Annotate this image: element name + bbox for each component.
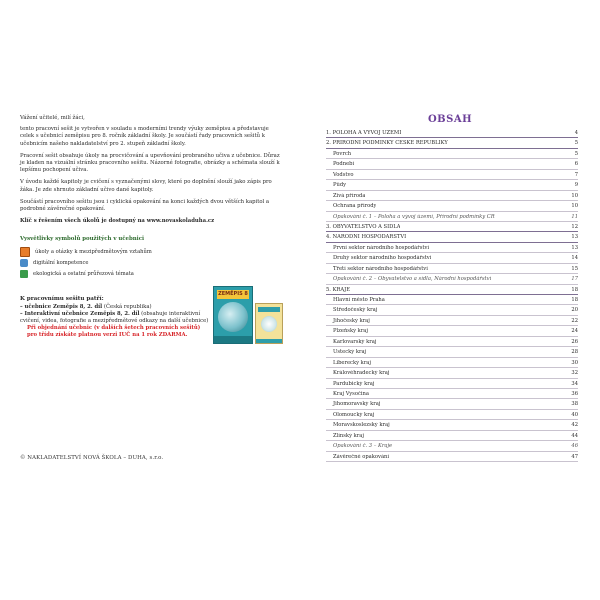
toc-entry-label: Královéhradecký kraj bbox=[333, 370, 390, 377]
toc-entry-label: Půdy bbox=[333, 182, 347, 189]
toc-entry-page: 32 bbox=[571, 370, 578, 377]
workbook-illustration bbox=[261, 316, 277, 332]
toc-entry-label: Třetí sektor národního hospodářství bbox=[333, 265, 428, 272]
toc-entry-page: 18 bbox=[571, 286, 578, 293]
toc-entry-label: Druhý sektor národního hospodářství bbox=[333, 255, 432, 262]
toc-entry-label: Pardubický kraj bbox=[333, 380, 375, 387]
toc-entry-label: Opakování č. 1 – Poloha a vývoj území, Přírodní podmínky ČR bbox=[333, 213, 495, 220]
toc-entry-label: Závěrečné opakování bbox=[333, 453, 390, 460]
toc-entry-label: Plzeňský kraj bbox=[333, 328, 369, 335]
legend-item-label: úkoly a otázky k mezipředmětovým vztahům bbox=[35, 248, 152, 255]
toc-entry-label: 2. PŘÍRODNÍ PODMÍNKY ČESKÉ REPUBLIKY bbox=[326, 140, 448, 147]
toc-entry-page: 7 bbox=[574, 171, 578, 178]
toc-entry-page: 4 bbox=[574, 130, 578, 137]
toc-entry-label: Hlavní město Praha bbox=[333, 297, 385, 304]
companion-materials bbox=[20, 296, 210, 338]
globe-illustration bbox=[218, 302, 248, 332]
copyright: © NAKLADATELSTVÍ NOVÁ ŠKOLA – DUHA, s.r.o. bbox=[20, 455, 164, 461]
toc-entry-label: Opakování č. 2 – Obyvatelstvo a sídla, Národní hospodářství bbox=[333, 276, 492, 283]
toc-entry-label: Středočeský kraj bbox=[333, 307, 378, 314]
toc-chapter bbox=[326, 222, 578, 232]
toc-entry-page: 28 bbox=[571, 349, 578, 356]
toc-entry-label: Povrch bbox=[333, 150, 352, 157]
toc-entry-label: 5. KRAJE bbox=[326, 286, 350, 293]
toc-entry-page: 12 bbox=[571, 223, 578, 230]
intro-paragraph-3: V úvodu každé kapitoly je cvičení s vyznačenými slovy, které po doplnění slouží jako zápis pro žáka. Je zde shrnuto základní učivo dané kapitoly. bbox=[20, 179, 272, 193]
intro-paragraph-2: Pracovní sešit obsahuje úkoly na procvičování a upevňování probraného učiva z učebnice. Důraz je kladen na vizuální stránku pracovního sešitu. Názorné fotografie, obrázky a schémata slouží k lepšímu pochopení učiva. bbox=[20, 152, 280, 174]
right-page bbox=[300, 0, 600, 600]
toc-entry bbox=[326, 389, 578, 399]
question-icon bbox=[20, 247, 30, 257]
legend-item bbox=[20, 246, 200, 257]
toc-entry-label: Karlovarský kraj bbox=[333, 338, 377, 345]
companion-title: K pracovnímu sešitu patří: bbox=[20, 296, 104, 302]
toc-entry-page: 13 bbox=[571, 234, 578, 241]
toc-entry-page: 15 bbox=[571, 265, 578, 272]
toc-entry-label: Moravskoslezský kraj bbox=[333, 422, 390, 429]
toc-entry bbox=[326, 201, 578, 211]
toc-entry-page: 13 bbox=[571, 244, 578, 251]
toc-entry-label: Opakování č. 3 – Kraje bbox=[333, 443, 393, 450]
companion-item-bold: – učebnice Zeměpis 8, 2. díl bbox=[20, 303, 103, 310]
toc-entry bbox=[326, 452, 578, 462]
toc-entry bbox=[326, 431, 578, 441]
toc-entry bbox=[326, 358, 578, 368]
toc-entry-label: Vodstvo bbox=[333, 171, 354, 178]
toc-entry bbox=[326, 180, 578, 190]
toc-review bbox=[326, 212, 578, 222]
toc-entry bbox=[326, 159, 578, 169]
toc-entry-page: 30 bbox=[571, 359, 578, 366]
intro-greeting: Vážení učitelé, milí žáci, bbox=[20, 115, 85, 121]
workbook-cover bbox=[255, 303, 283, 344]
symbol-legend bbox=[20, 236, 200, 279]
toc-entry bbox=[326, 347, 578, 357]
toc-entry-label: Jihočeský kraj bbox=[333, 317, 370, 324]
legend-item bbox=[20, 268, 200, 279]
companion-item-interactive bbox=[20, 311, 210, 325]
cover-strip bbox=[256, 339, 282, 343]
legend-item bbox=[20, 257, 200, 268]
companion-item-bold: – Interaktivní učebnice Zeměpis 8, 2. díl bbox=[20, 310, 140, 317]
toc-entry-page: 46 bbox=[571, 443, 578, 450]
toc-entry-label: Liberecký kraj bbox=[333, 359, 371, 366]
toc-entry bbox=[326, 243, 578, 253]
toc-entry bbox=[326, 295, 578, 305]
toc-entry-page: 44 bbox=[571, 432, 578, 439]
table-of-contents bbox=[326, 128, 578, 462]
toc-entry bbox=[326, 264, 578, 274]
toc-entry-label: Olomoucký kraj bbox=[333, 411, 375, 418]
toc-entry bbox=[326, 368, 578, 378]
intro-text bbox=[20, 115, 282, 230]
toc-entry-label: První sektor národního hospodářství bbox=[333, 244, 430, 251]
toc-entry-label: 3. OBYVATELSTVO A SÍDLA bbox=[326, 223, 401, 230]
toc-entry-label: Jihomoravský kraj bbox=[333, 401, 381, 408]
toc-entry-page: 5 bbox=[574, 150, 578, 157]
toc-entry-label: Živá příroda bbox=[333, 192, 366, 199]
toc-chapter bbox=[326, 128, 578, 138]
toc-entry-label: 4. NÁRODNÍ HOSPODÁŘSTVÍ bbox=[326, 234, 407, 241]
textbook-cover bbox=[213, 286, 253, 344]
toc-entry-page: 24 bbox=[571, 328, 578, 335]
toc-chapter bbox=[326, 232, 578, 242]
cover-strip bbox=[214, 336, 252, 343]
toc-review bbox=[326, 441, 578, 451]
toc-entry bbox=[326, 305, 578, 315]
toc-entry bbox=[326, 253, 578, 263]
legend-item-label: digitální kompetence bbox=[33, 259, 89, 266]
eco-icon bbox=[20, 270, 28, 278]
toc-entry-label: Ústecký kraj bbox=[333, 349, 367, 356]
toc-entry bbox=[326, 170, 578, 180]
toc-entry-page: 10 bbox=[571, 192, 578, 199]
toc-entry bbox=[326, 316, 578, 326]
toc-entry-page: 6 bbox=[574, 161, 578, 168]
toc-entry bbox=[326, 326, 578, 336]
toc-entry-page: 18 bbox=[571, 297, 578, 304]
textbook-cover-title: ZEMĚPIS 8 bbox=[218, 291, 248, 297]
companion-item-rest: (Česká republika) bbox=[102, 303, 152, 310]
toc-entry bbox=[326, 191, 578, 201]
toc-entry-page: 26 bbox=[571, 338, 578, 345]
toc-entry bbox=[326, 379, 578, 389]
toc-entry bbox=[326, 149, 578, 159]
toc-entry-page: 9 bbox=[574, 182, 578, 189]
toc-entry-page: 22 bbox=[571, 317, 578, 324]
toc-entry-page: 14 bbox=[571, 255, 578, 262]
toc-entry-page: 11 bbox=[571, 213, 578, 220]
intro-paragraph-1: tento pracovní sešit je vytvořen v souladu s moderními trendy výuky zeměpisu a představuje celek s učebnicí zeměpisu pro 8. ročník základní školy. Je součástí řady pracovních sešitů k učebnicím našeho nakladatelství pro 2. stupeň základní školy. bbox=[20, 126, 269, 147]
toc-entry bbox=[326, 410, 578, 420]
toc-entry-page: 47 bbox=[571, 453, 578, 460]
toc-entry bbox=[326, 399, 578, 409]
toc-entry-page: 42 bbox=[571, 422, 578, 429]
toc-entry-label: Ochrana přírody bbox=[333, 203, 377, 210]
toc-entry-label: Kraj Vysočina bbox=[333, 390, 369, 397]
toc-entry-page: 40 bbox=[571, 411, 578, 418]
toc-entry bbox=[326, 337, 578, 347]
book-covers bbox=[213, 286, 293, 350]
toc-entry bbox=[326, 420, 578, 430]
toc-entry-page: 17 bbox=[571, 276, 578, 283]
legend-item-label: ekologická a ostatní průřezová témata bbox=[33, 270, 134, 277]
toc-review bbox=[326, 274, 578, 284]
toc-title: OBSAH bbox=[427, 114, 473, 125]
workbook-cover-band bbox=[258, 307, 280, 312]
toc-entry-page: 38 bbox=[571, 401, 578, 408]
toc-entry-label: 1. POLOHA A VÝVOJ ÚZEMÍ bbox=[326, 130, 402, 137]
toc-entry-label: Podnebí bbox=[333, 161, 355, 168]
digital-icon bbox=[20, 259, 28, 267]
legend-title: Vysvětlivky symbolů použitých v učebnici bbox=[20, 236, 145, 242]
toc-entry-page: 5 bbox=[574, 140, 578, 147]
toc-entry-page: 34 bbox=[571, 380, 578, 387]
answer-key-note: Klíč s řešením všech úkolů je dostupný na www.novaskoladuha.cz bbox=[20, 218, 215, 225]
toc-entry-label: Zlínský kraj bbox=[333, 432, 364, 439]
intro-paragraph-4: Součástí pracovního sešitu jsou i cyklická opakování na konci každých dvou větších kapitol a podrobné závěrečné opakování. bbox=[20, 198, 270, 213]
toc-entry-page: 20 bbox=[571, 307, 578, 314]
companion-item-rest: (obsahuje interaktivní cvičení, videa, fotografie a mezipředmětové odkazy na další učebnice) bbox=[20, 310, 209, 324]
promo-note: Při objednání učebnic (v dalších šetech pracovních sešitů) pro třídu získáte platnou verzi IUČ na 1 rok ZDARMA. bbox=[27, 324, 201, 338]
toc-entry-page: 10 bbox=[571, 203, 578, 210]
toc-entry-page: 36 bbox=[571, 390, 578, 397]
companion-item-textbook bbox=[20, 304, 210, 311]
toc-chapter bbox=[326, 138, 578, 148]
toc-chapter bbox=[326, 285, 578, 295]
